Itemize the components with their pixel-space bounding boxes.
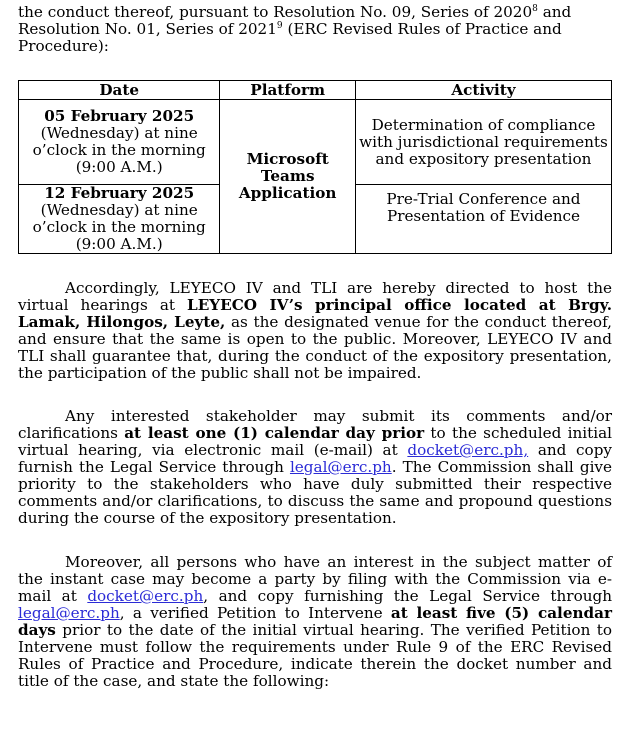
para-text: , a verified Petition to Intervene xyxy=(119,604,391,622)
para-text: as the designated venue for the conduct thereof, and ensure that the same is open to the public. Moreover, LEYECO IV and TLI shall guarantee that, during the conduct of the expository presentation, the participation of the public shall not be impaired. xyxy=(18,313,612,382)
date-cell xyxy=(19,100,220,185)
venue-bold-text: LEYECO IV’s principal office located at Brgy. Lamak, Hilongos, Leyte, xyxy=(18,296,612,331)
intro-text-1: the conduct thereof, pursuant to Resolution No. 09, Series of 2020 xyxy=(18,3,533,21)
legal-email-link[interactable]: legal@erc.ph xyxy=(289,458,392,476)
header-platform: Platform xyxy=(220,81,356,100)
date-value: 05 February 2025 xyxy=(44,107,195,125)
date-cell xyxy=(19,185,220,254)
table-header-row xyxy=(19,81,612,100)
docket-email-link[interactable]: docket@erc.ph, xyxy=(407,441,529,459)
para-text: and copy furnish the Legal Service through xyxy=(18,441,612,476)
para-text: , and copy furnishing the Legal Service through xyxy=(203,587,613,605)
platform-cell: Microsoft Teams Application xyxy=(220,100,356,254)
intro-text-2: and Resolution No. 01, Series of 2021 xyxy=(18,3,572,38)
para-text: Any interested stakeholder may submit its comments and/or clarifications xyxy=(18,407,612,442)
deadline-bold-text: at least one (1) calendar day prior xyxy=(124,424,425,442)
time-value: (Wednesday) at nine o’clock in the morning (9:00 A.M.) xyxy=(32,201,206,253)
document-page xyxy=(18,0,612,690)
para-text: prior to the date of the initial virtual hearing. The verified Petition to Intervene must follow the requirements under Rule 9 of the ERC Revised Rules of Practice and Procedure, indicate therein the docket number and title of the case, and state the following: xyxy=(18,621,612,690)
activity-cell: Determination of compliance with jurisdictional requirements and expository presentation xyxy=(355,100,611,185)
footnote-ref-8[interactable]: 8 xyxy=(532,3,538,14)
paragraph-comments xyxy=(18,408,612,527)
deadline-bold-text: at least five (5) calendar days xyxy=(18,604,612,639)
header-activity: Activity xyxy=(355,81,611,100)
intro-text-3: (ERC Revised Rules of Practice and Procedure): xyxy=(18,20,562,55)
paragraph-intervene xyxy=(18,554,612,690)
footnote-ref-9[interactable]: 9 xyxy=(276,20,283,31)
time-value: (Wednesday) at nine o’clock in the morning (9:00 A.M.) xyxy=(32,124,206,176)
para-text: to the scheduled initial virtual hearing, via electronic mail (e-mail) at xyxy=(18,424,612,459)
header-date: Date xyxy=(19,81,220,100)
para-text: Accordingly, LEYECO IV and TLI are hereby directed to host the virtual hearings at xyxy=(18,279,612,314)
para-text: . The Commission shall give priority to the stakeholders who have duly submitted their respective comments and/or clarifications, to discuss the same and propound questions during the course of the expository presentation. xyxy=(18,458,612,527)
intro-paragraph xyxy=(18,4,612,55)
activity-cell: Pre-Trial Conference and Presentation of Evidence xyxy=(355,185,611,254)
hearing-schedule-table xyxy=(18,80,612,254)
paragraph-venue xyxy=(18,280,612,382)
legal-email-link[interactable]: legal@erc.ph xyxy=(18,604,120,622)
table-row xyxy=(19,100,612,185)
date-value: 12 February 2025 xyxy=(44,184,195,202)
docket-email-link[interactable]: docket@erc.ph xyxy=(87,587,204,605)
para-text: Moreover, all persons who have an interest in the subject matter of the instant case may become a party by filing with the Commission via e-mail at xyxy=(18,553,612,605)
